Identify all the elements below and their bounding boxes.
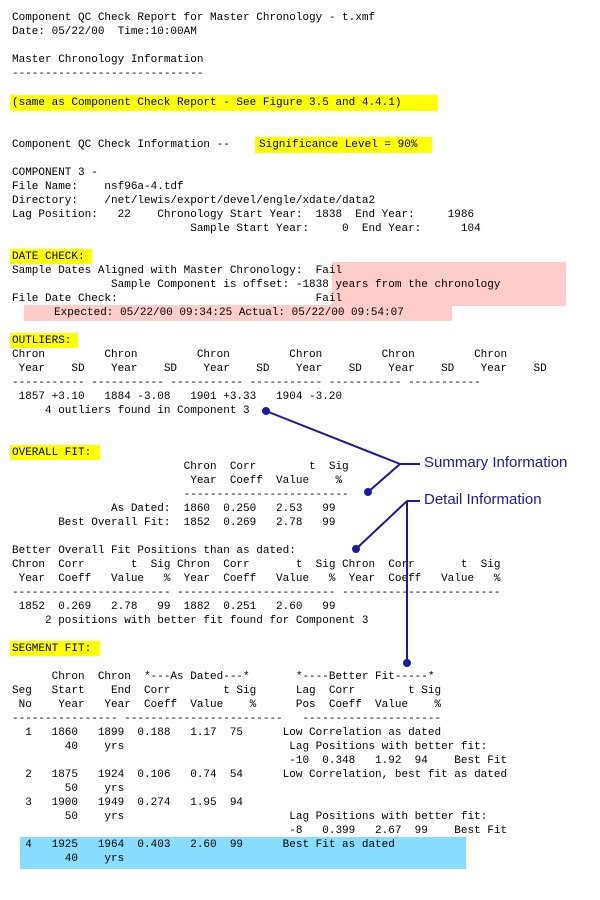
better-fit-header-1: Chron Corr t Sig Chron Corr t Sig Chron Corr t Sig <box>12 559 501 571</box>
segment-row: 3 1900 1949 0.274 1.95 94 <box>12 797 244 809</box>
segment-row: 40 yrs Lag Positions with better fit: <box>12 741 488 753</box>
date-check-offset: Sample Component is offset: -1838 years from the chronology <box>12 279 501 291</box>
detail-line-to-better-fit <box>356 501 407 549</box>
summary-line-to-overall-fit <box>368 464 400 492</box>
component-sample-years: Sample Start Year: 0 End Year: 104 <box>12 223 481 235</box>
component-directory: Directory: /net/lewis/export/devel/engle/xdate/data2 <box>12 195 376 207</box>
segment-row: 50 yrs <box>12 783 125 795</box>
outliers-rule: ----------- ----------- ----------- ----------- ----------- ----------- <box>12 377 481 389</box>
summary-information-callout: Summary Information <box>424 454 568 471</box>
outliers-heading: OUTLIERS: <box>12 335 72 347</box>
segment-fit-header-2: No Year Year Coeff Value % Pos Coeff Value % <box>12 699 442 711</box>
segment-row: 1 1860 1899 0.188 1.17 75 Low Correlation as dated <box>12 727 442 739</box>
qc-label: Component QC Check Information -- <box>12 139 230 151</box>
master-rule: ----------------------------- <box>12 68 204 80</box>
date-check-expected-actual: Expected: 05/22/00 09:34:25 Actual: 05/22/00 09:54:07 <box>54 307 404 319</box>
overall-fit-heading: OVERALL FIT: <box>12 447 92 459</box>
outliers-header-2: Year SD Year SD Year SD Year SD Year SD Year SD <box>12 363 547 375</box>
outliers-summary: 4 outliers found in Component 3 <box>12 405 250 417</box>
better-fit-rule: ------------------------ ------------------------ ------------------------ <box>12 587 501 599</box>
report-date: Date: 05/22/00 Time:10:00AM <box>12 26 197 38</box>
master-heading: Master Chronology Information <box>12 54 204 66</box>
overall-fit-rule: ------------------------- <box>12 489 349 501</box>
segment-row: 2 1875 1924 0.106 0.74 54 Low Correlation, best fit as dated <box>12 769 508 781</box>
better-fit-header-2: Year Coeff Value % Year Coeff Value % Year Coeff Value % <box>12 573 501 585</box>
component-title: COMPONENT 3 - <box>12 167 98 179</box>
segment-row: 40 yrs <box>12 853 125 865</box>
component-file-name: File Name: nsf96a-4.tdf <box>12 181 184 193</box>
segment-row: -8 0.399 2.67 99 Best Fit <box>12 825 508 837</box>
outliers-header-1: Chron Chron Chron Chron Chron Chron <box>12 349 508 361</box>
date-check-file: File Date Check: Fail <box>12 293 343 305</box>
overall-fit-best: Best Overall Fit: 1852 0.269 2.78 99 <box>12 517 336 529</box>
date-check-aligned: Sample Dates Aligned with Master Chronology: Fail <box>12 265 343 277</box>
report-title: Component QC Check Report for Master Chronology - t.xmf <box>12 12 376 24</box>
detail-dot-segment-fit <box>404 660 410 666</box>
significance-level: Significance Level = 90% <box>259 139 418 151</box>
summary-line-to-outliers <box>266 411 400 464</box>
segment-fit-heading: SEGMENT FIT: <box>12 643 92 655</box>
overall-fit-header-1: Chron Corr t Sig <box>12 461 349 473</box>
segment-row: 50 yrs Lag Positions with better fit: <box>12 811 488 823</box>
summary-dot-overall-fit <box>365 489 371 495</box>
outliers-row: 1857 +3.10 1884 -3.08 1901 +3.33 1904 -3.20 <box>12 391 343 403</box>
segment-row: 4 1925 1964 0.403 2.60 99 Best Fit as dated <box>12 839 395 851</box>
segment-fit-rule: ---------------- ------------------------ --------------------- <box>12 713 442 725</box>
segment-fit-header-0: Chron Chron *---As Dated---* *----Better Fit-----* <box>12 671 435 683</box>
better-fit-label: Better Overall Fit Positions than as dated: <box>12 545 296 557</box>
overall-fit-header-2: Year Coeff Value % <box>12 475 343 487</box>
better-fit-summary: 2 positions with better fit found for Component 3 <box>12 615 369 627</box>
component-lag-position: Lag Position: 22 Chronology Start Year: 1838 End Year: 1986 <box>12 209 475 221</box>
date-check-heading: DATE CHECK: <box>12 251 85 263</box>
summary-dot-outliers <box>263 408 269 414</box>
segment-fit-header-1: Seg Start End Corr t Sig Lag Corr t Sig <box>12 685 442 697</box>
detail-dot-better-fit <box>353 546 359 552</box>
master-note: (same as Component Check Report - See Figure 3.5 and 4.4.1) <box>12 97 402 109</box>
overall-fit-as-dated: As Dated: 1860 0.250 2.53 99 <box>12 503 336 515</box>
detail-information-callout: Detail Information <box>424 491 542 508</box>
better-fit-row: 1852 0.269 2.78 99 1882 0.251 2.60 99 <box>12 601 336 613</box>
segment-row: -10 0.348 1.92 94 Best Fit <box>12 755 508 767</box>
